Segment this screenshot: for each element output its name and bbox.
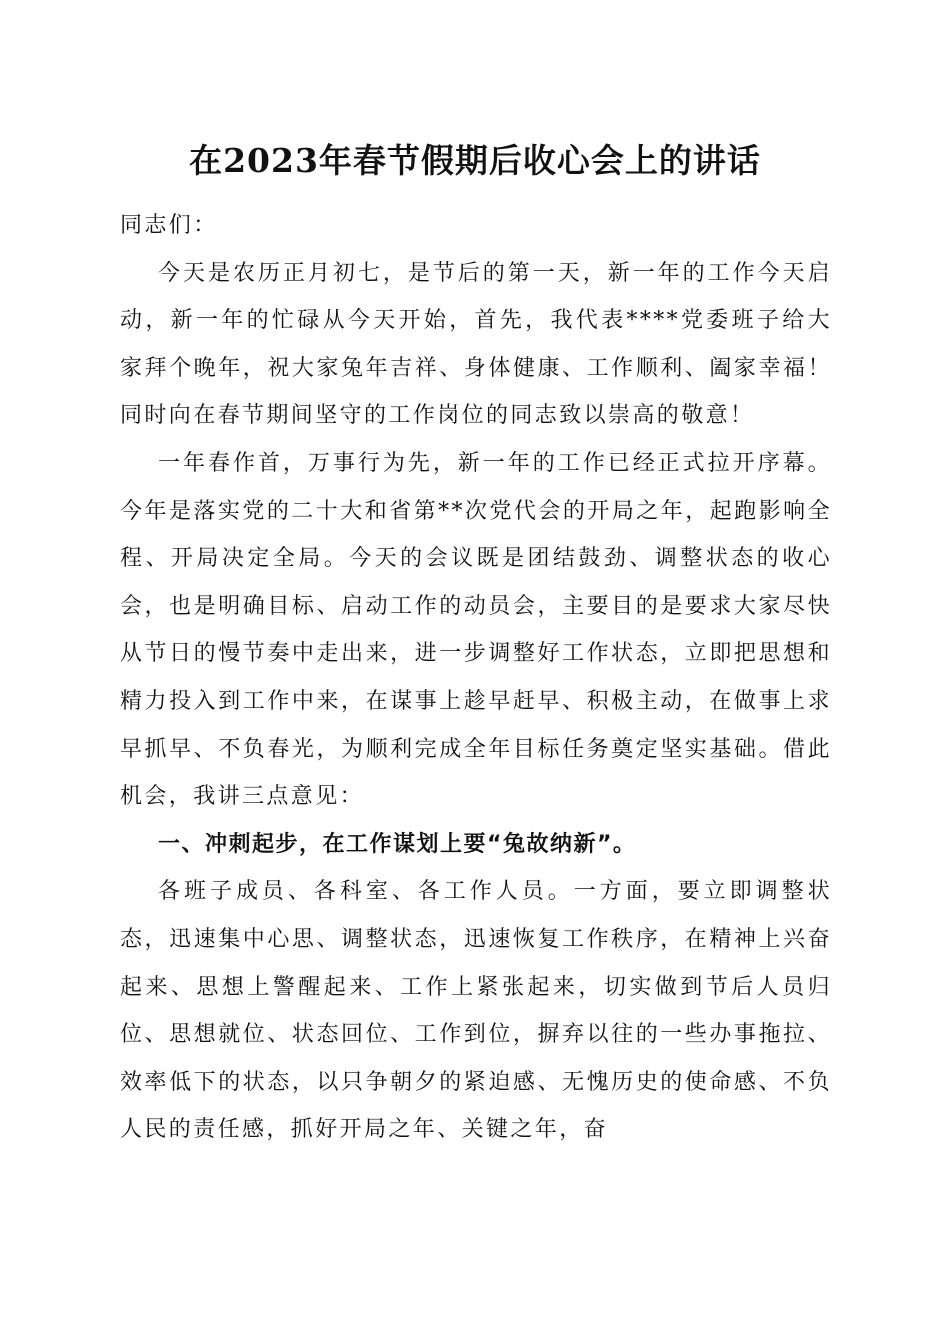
document-title: 在2023年春节假期后收心会上的讲话 [189, 141, 761, 180]
salutation: 同志们： [120, 213, 218, 238]
paragraph-context: 一年春作首，万事行为先，新一年的工作已经正式拉开序幕。今年是落实党的二十大和省第**次党代会的开局之年，起跑影响全程、开局决定全局。今天的会议既是团结鼓劲、调整状态的收心会，也是明确目标、启动工作的动员会，主要目的是要求大家尽快从节日的慢节奏中走出来，进一步调整好工作状态，立即把思想和精力投入到工作中来，在谋事上趁早赶早、积极主动，在做事上求早抓早、不负春光，为顺利完成全年目标任务奠定坚实基础。借此机会，我讲三点意见： [120, 450, 832, 810]
document-body [120, 202, 832, 1154]
section-heading-1: 一、冲刺起步，在工作谋划上要“兔故纳新”。 [158, 831, 637, 857]
paragraph-opening: 今天是农历正月初七，是节后的第一天，新一年的工作今天启动，新一年的忙碌从今天开始，首先，我代表****党委班子给大家拜个晚年，祝大家兔年吉祥、身体健康、工作顺利、阖家幸福！同时向在春节期间坚守的工作岗位的同志致以崇高的敬意！ [120, 260, 832, 429]
paragraph-section-1: 各班子成员、各科室、各工作人员。一方面，要立即调整状态，迅速集中心思、调整状态，迅速恢复工作秩序，在精神上兴奋起来、思想上警醒起来、工作上紧张起来，切实做到节后人员归位、思想就位、状态回位、工作到位，摒弃以往的一些办事拖拉、效率低下的状态，以只争朝夕的紧迫感、无愧历史的使命感、不负人民的责任感，抓好开局之年、关键之年，奋 [120, 879, 832, 1143]
